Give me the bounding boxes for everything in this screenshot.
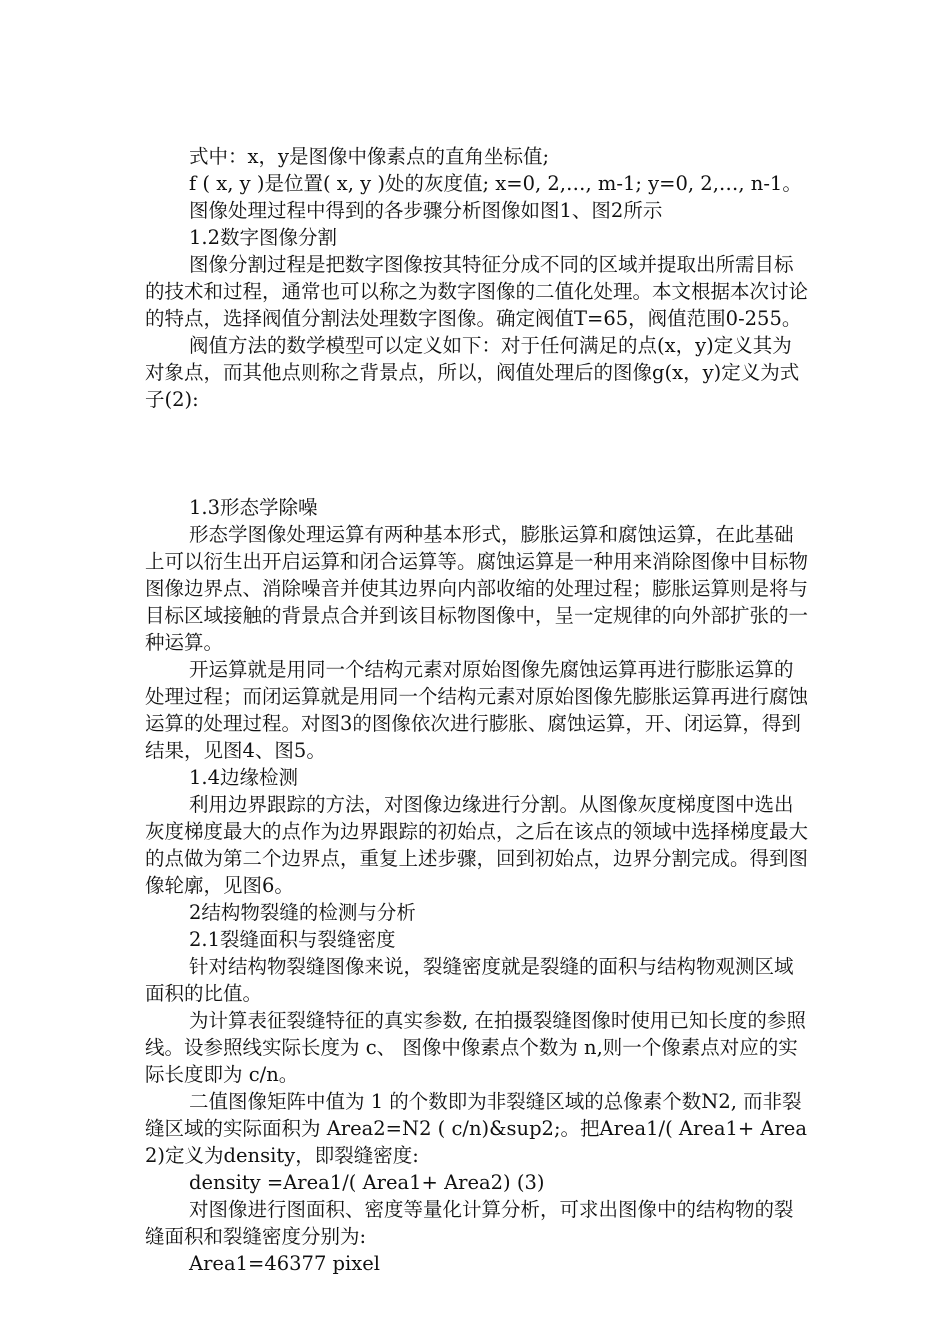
paragraph: 阀值方法的数学模型可以定义如下：对于任何满足的点(x，y)定义其为对象点，而其他点则称之背景点，所以，阀值处理后的图像g(x，y)定义为式子(2): (145, 334, 800, 411)
paragraph: Area1=46377 pixel (189, 1252, 381, 1275)
paragraph: f ( x, y )是位置( x, y )处的灰度值; x=0, 2,…, m-1; y=0, 2,…, n-1。 (189, 172, 802, 195)
paragraph: 1.3形态学除噪 (189, 496, 318, 519)
paragraph: 图像处理过程中得到的各步骤分析图像如图1、图2所示 (189, 199, 663, 222)
paragraph: 为计算表征裂缝特征的真实参数, 在拍摄裂缝图像时使用已知长度的参照线。设参照线实际长度为 c、 图像中像素点个数为 n,则一个像素点对应的实际长度即为 c/n。 (145, 1009, 806, 1086)
paragraph: 2.1裂缝面积与裂缝密度 (189, 928, 396, 951)
paragraph: 式中：x，y是图像中像素点的直角坐标值; (189, 145, 550, 168)
document-body (145, 143, 810, 1277)
paragraph: 1.4边缘检测 (189, 766, 299, 789)
paragraph: 对图像进行图面积、密度等量化计算分析，可求出图像中的结构物的裂缝面积和裂缝密度分别为: (145, 1198, 794, 1248)
paragraph: 二值图像矩阵中值为 1 的个数即为非裂缝区域的总像素个数N2, 而非裂缝区域的实际面积为 Area2=N2 ( c/n)&sup2;。把Area1/( Area1+ Area2)定义为density，即裂缝密度: (145, 1090, 807, 1167)
paragraph: 图像分割过程是把数字图像按其特征分成不同的区域并提取出所需目标的技术和过程，通常也可以称之为数字图像的二值化处理。本文根据本次讨论的特点，选择阀值分割法处理数字图像。确定阀值T=65，阀值范围0-255。 (145, 253, 809, 330)
equation-gap (145, 413, 810, 494)
paragraph: 形态学图像处理运算有两种基本形式，膨胀运算和腐蚀运算，在此基础上可以衍生出开启运算和闭合运算等。腐蚀运算是一种用来消除图像中目标物图像边界点、消除噪音并使其边界向内部收缩的处理过程；膨胀运算则是将与目标区域接触的背景点合并到该目标物图像中，呈一定规律的向外部扩张的一种运算。 (145, 523, 809, 654)
paragraph: 针对结构物裂缝图像来说，裂缝密度就是裂缝的面积与结构物观测区域面积的比值。 (145, 955, 794, 1005)
paragraph: 2结构物裂缝的检测与分析 (189, 901, 416, 924)
paragraph: 1.2数字图像分割 (189, 226, 338, 249)
paragraph: 利用边界跟踪的方法，对图像边缘进行分割。从图像灰度梯度图中选出灰度梯度最大的点作为边界跟踪的初始点，之后在该点的领域中选择梯度最大的点做为第二个边界点，重复上述步骤，回到初始点，边界分割完成。得到图像轮廓，见图6。 (145, 793, 809, 897)
paragraph: 开运算就是用同一个结构元素对原始图像先腐蚀运算再进行膨胀运算的处理过程；而闭运算就是用同一个结构元素对原始图像先膨胀运算再进行腐蚀运算的处理过程。对图3的图像依次进行膨胀、腐蚀运算，开、闭运算，得到结果，见图4、图5。 (145, 658, 809, 762)
paragraph: density =Area1/( Area1+ Area2) (3) (189, 1171, 545, 1194)
